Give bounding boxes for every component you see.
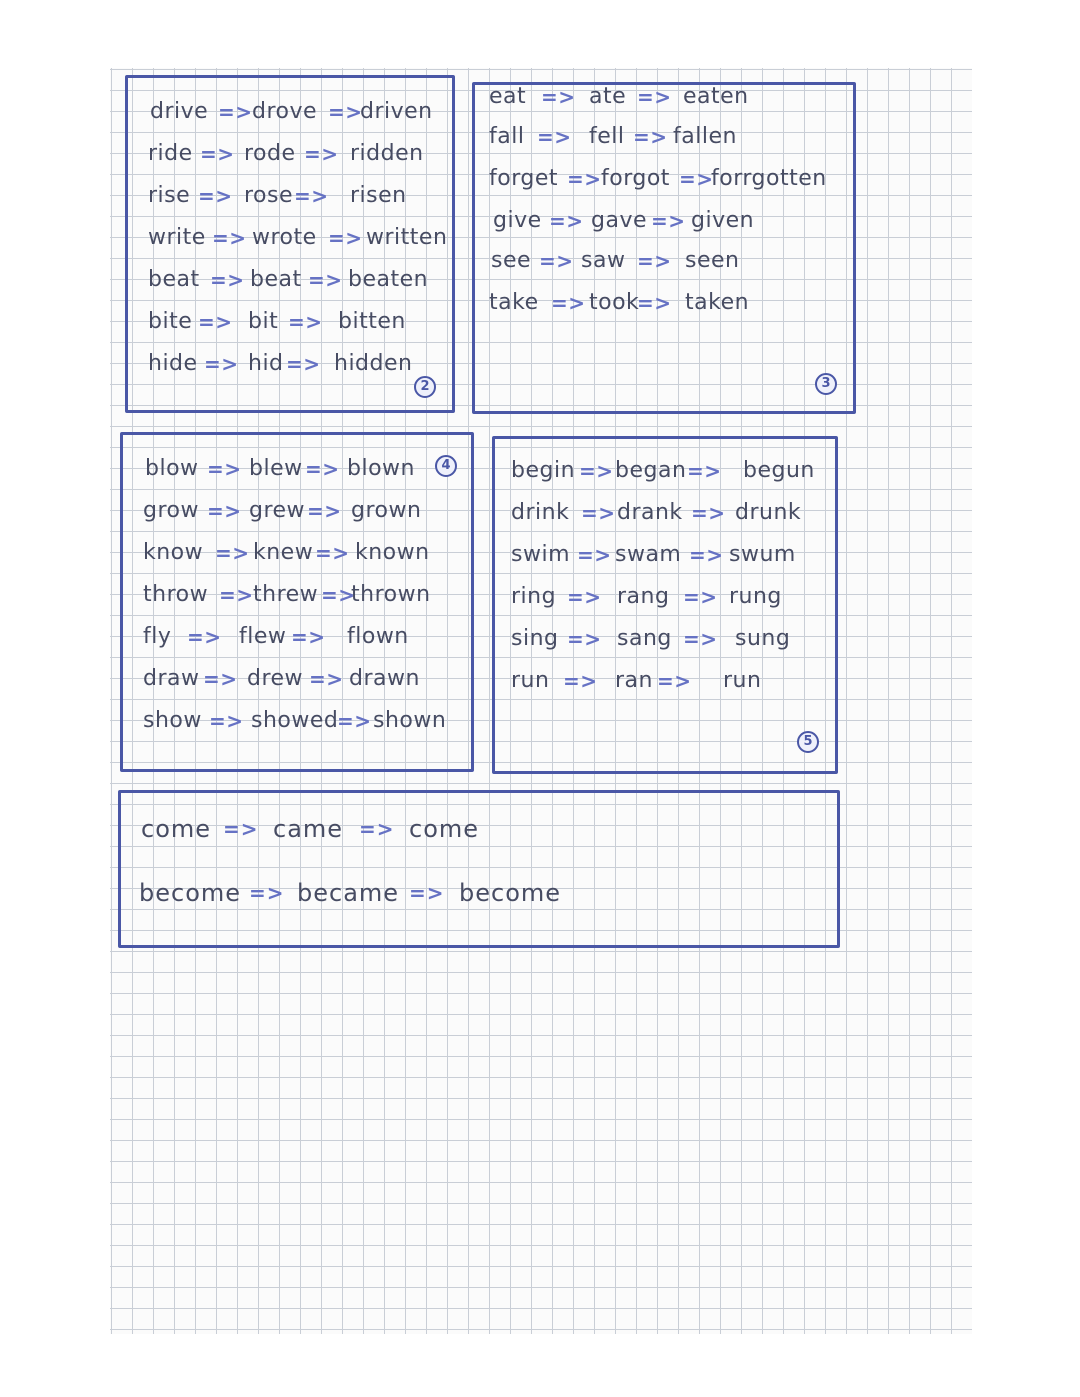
arrow-icon: =>: [683, 627, 718, 651]
arrow-icon: =>: [541, 85, 576, 109]
verb-row: [489, 161, 849, 197]
participle-form: seen: [685, 248, 740, 273]
arrow-icon: =>: [198, 310, 233, 334]
base-form: fly: [143, 624, 172, 649]
participle-form: ridden: [350, 141, 424, 166]
participle-form: blown: [347, 456, 415, 481]
arrow-icon: =>: [249, 881, 285, 905]
participle-form: fallen: [673, 124, 737, 149]
verb-row: [511, 579, 831, 615]
verb-row: [491, 243, 851, 279]
participle-form: drunk: [735, 500, 802, 525]
past-form: showed: [251, 708, 339, 733]
arrow-icon: =>: [218, 100, 253, 124]
past-form: bit: [248, 309, 279, 334]
verb-row: [139, 875, 699, 911]
arrow-icon: =>: [579, 459, 614, 483]
past-form: drove: [252, 99, 318, 124]
past-form: sang: [617, 626, 672, 651]
arrow-icon: =>: [567, 585, 602, 609]
arrow-icon: =>: [637, 249, 672, 273]
arrow-icon: =>: [637, 291, 672, 315]
arrow-icon: =>: [288, 310, 323, 334]
participle-form: swum: [729, 542, 796, 567]
base-form: drive: [150, 99, 209, 124]
verb-row: [143, 535, 463, 571]
past-form: rang: [617, 584, 670, 609]
base-form: eat: [489, 84, 527, 109]
arrow-icon: =>: [567, 167, 602, 191]
verb-row: [489, 79, 849, 115]
verb-row: [148, 346, 448, 382]
arrow-icon: =>: [210, 268, 245, 292]
arrow-icon: =>: [657, 669, 692, 693]
participle-form: rung: [729, 584, 782, 609]
past-form: wrote: [252, 225, 317, 250]
section-number-badge: 3: [815, 373, 837, 395]
verb-row: [489, 285, 849, 321]
past-form: blew: [249, 456, 303, 481]
participle-form: given: [691, 208, 755, 233]
arrow-icon: =>: [328, 100, 363, 124]
arrow-icon: =>: [198, 184, 233, 208]
verb-row: [493, 203, 853, 239]
arrow-icon: =>: [537, 125, 572, 149]
base-form: throw: [143, 582, 209, 607]
arrow-icon: =>: [321, 583, 356, 607]
base-form: bite: [148, 309, 193, 334]
arrow-icon: =>: [308, 268, 343, 292]
base-form: draw: [143, 666, 200, 691]
arrow-icon: =>: [207, 499, 242, 523]
past-form: ran: [615, 668, 653, 693]
arrow-icon: =>: [409, 881, 445, 905]
past-form: forgot: [601, 166, 670, 191]
arrow-icon: =>: [637, 85, 672, 109]
base-form: become: [139, 879, 242, 907]
base-form: sing: [511, 626, 559, 651]
base-form: know: [143, 540, 204, 565]
verb-row: [143, 619, 463, 655]
arrow-icon: =>: [215, 541, 250, 565]
arrow-icon: =>: [209, 709, 244, 733]
past-form: swam: [615, 542, 682, 567]
verb-row: [143, 703, 463, 739]
arrow-icon: =>: [304, 142, 339, 166]
base-form: see: [491, 248, 532, 273]
arrow-icon: =>: [691, 501, 726, 525]
base-form: ring: [511, 584, 557, 609]
arrow-icon: =>: [567, 627, 602, 651]
past-form: grew: [249, 498, 306, 523]
arrow-icon: =>: [219, 583, 254, 607]
participle-form: grown: [351, 498, 422, 523]
verb-row: [150, 94, 450, 130]
verb-row: [143, 661, 463, 697]
base-form: fall: [489, 124, 525, 149]
base-form: forget: [489, 166, 558, 191]
arrow-icon: =>: [207, 457, 242, 481]
past-form: began: [615, 458, 687, 483]
verb-box-6: [118, 790, 840, 948]
arrow-icon: =>: [305, 457, 340, 481]
past-form: threw: [253, 582, 319, 607]
base-form: write: [148, 225, 206, 250]
arrow-icon: =>: [581, 501, 616, 525]
arrow-icon: =>: [291, 625, 326, 649]
verb-row: [511, 453, 831, 489]
past-form: came: [273, 815, 344, 843]
arrow-icon: =>: [315, 541, 350, 565]
base-form: give: [493, 208, 542, 233]
base-form: take: [489, 290, 539, 315]
base-form: run: [511, 668, 550, 693]
participle-form: eaten: [683, 84, 749, 109]
past-form: ate: [589, 84, 627, 109]
participle-form: thrown: [351, 582, 431, 607]
arrow-icon: =>: [651, 209, 686, 233]
arrow-icon: =>: [359, 817, 395, 841]
arrow-icon: =>: [294, 184, 329, 208]
base-form: beat: [148, 267, 200, 292]
participle-form: shown: [373, 708, 447, 733]
participle-form: run: [723, 668, 762, 693]
base-form: blow: [145, 456, 199, 481]
verb-row: [145, 451, 465, 487]
participle-form: sung: [735, 626, 791, 651]
base-form: swim: [511, 542, 570, 567]
participle-form: begun: [743, 458, 815, 483]
participle-form: written: [366, 225, 448, 250]
verb-row: [511, 537, 831, 573]
base-form: hide: [148, 351, 198, 376]
participle-form: bitten: [338, 309, 406, 334]
verb-row: [511, 663, 831, 699]
participle-form: hidden: [334, 351, 413, 376]
past-form: rode: [244, 141, 296, 166]
participle-form: taken: [685, 290, 750, 315]
participle-form: flown: [347, 624, 409, 649]
verb-box-5: [492, 436, 838, 774]
past-form: flew: [239, 624, 287, 649]
section-number-badge: 5: [797, 731, 819, 753]
arrow-icon: =>: [563, 669, 598, 693]
arrow-icon: =>: [204, 352, 239, 376]
verb-row: [148, 262, 448, 298]
arrow-icon: =>: [551, 291, 586, 315]
arrow-icon: =>: [337, 709, 372, 733]
arrow-icon: =>: [223, 817, 259, 841]
past-form: drank: [617, 500, 683, 525]
base-form: show: [143, 708, 202, 733]
past-form: gave: [591, 208, 648, 233]
arrow-icon: =>: [200, 142, 235, 166]
arrow-icon: =>: [286, 352, 321, 376]
base-form: rise: [148, 183, 191, 208]
verb-row: [511, 621, 831, 657]
arrow-icon: =>: [203, 667, 238, 691]
arrow-icon: =>: [187, 625, 222, 649]
verb-box-4: [120, 432, 474, 772]
verb-row: [148, 136, 448, 172]
past-form: knew: [253, 540, 314, 565]
participle-form: known: [355, 540, 430, 565]
participle-form: driven: [360, 99, 433, 124]
participle-form: beaten: [348, 267, 429, 292]
base-form: grow: [143, 498, 199, 523]
base-form: ride: [148, 141, 193, 166]
past-form: fell: [589, 124, 625, 149]
section-number-badge: 4: [435, 455, 457, 477]
arrow-icon: =>: [328, 226, 363, 250]
past-form: saw: [581, 248, 626, 273]
arrow-icon: =>: [687, 459, 722, 483]
past-form: became: [297, 879, 400, 907]
past-form: took: [589, 290, 640, 315]
arrow-icon: =>: [539, 249, 574, 273]
verb-row: [148, 304, 448, 340]
arrow-icon: =>: [549, 209, 584, 233]
past-form: drew: [247, 666, 304, 691]
section-number-badge: 2: [414, 376, 436, 398]
verb-row: [141, 811, 701, 847]
past-form: beat: [250, 267, 302, 292]
arrow-icon: =>: [683, 585, 718, 609]
participle-form: come: [409, 815, 480, 843]
verb-row: [143, 493, 463, 529]
participle-form: risen: [350, 183, 407, 208]
verb-box-3: [472, 82, 856, 414]
arrow-icon: =>: [633, 125, 668, 149]
base-form: come: [141, 815, 212, 843]
participle-form: become: [459, 879, 562, 907]
arrow-icon: =>: [577, 543, 612, 567]
arrow-icon: =>: [212, 226, 247, 250]
past-form: hid: [248, 351, 284, 376]
verb-row: [148, 220, 448, 256]
participle-form: drawn: [349, 666, 420, 691]
verb-row: [511, 495, 831, 531]
verb-row: [489, 119, 849, 155]
verb-box-2: [125, 75, 455, 413]
arrow-icon: =>: [689, 543, 724, 567]
arrow-icon: =>: [309, 667, 344, 691]
participle-form: forrgotten: [711, 166, 827, 191]
verb-row: [143, 577, 463, 613]
verb-row: [148, 178, 448, 214]
arrow-icon: =>: [307, 499, 342, 523]
past-form: rose: [244, 183, 294, 208]
base-form: begin: [511, 458, 576, 483]
arrow-icon: =>: [679, 167, 714, 191]
base-form: drink: [511, 500, 570, 525]
